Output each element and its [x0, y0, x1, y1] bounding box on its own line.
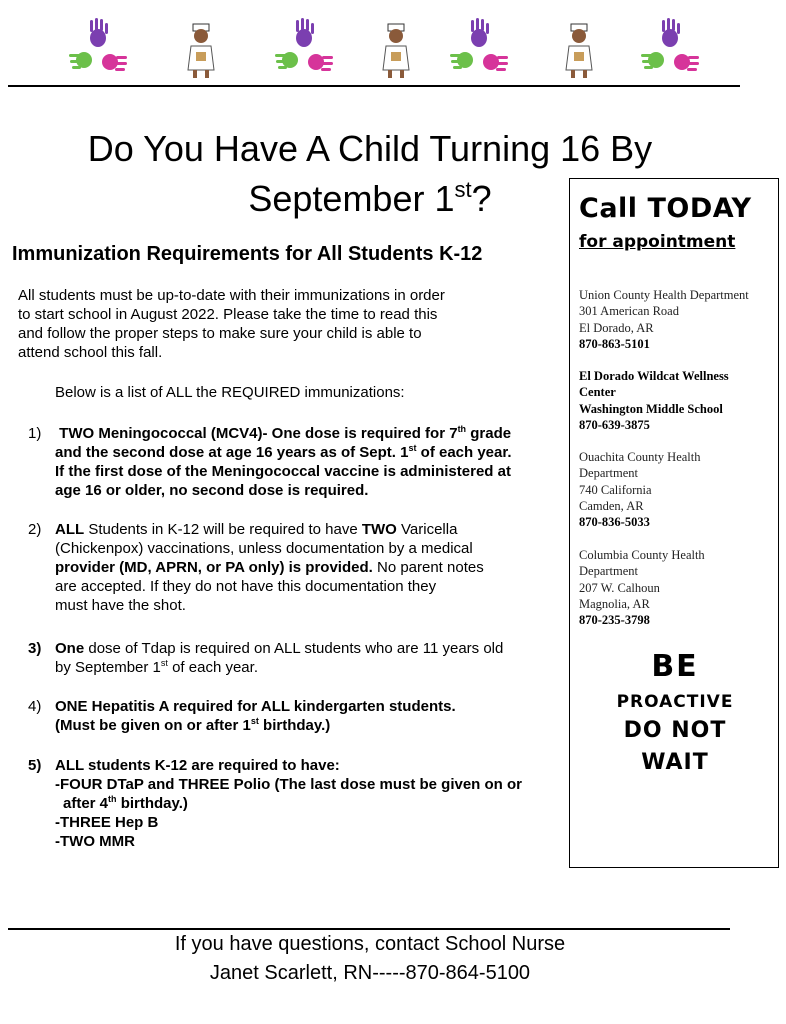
section-heading: Immunization Requirements for All Students K-12 — [12, 243, 483, 265]
nurse-icon — [170, 18, 232, 80]
contact-columbia-county: Columbia County Health Department 207 W. Calhoun Magnolia, AR 870-235-3798 — [579, 548, 705, 628]
list-item: 2) ALL Students in K-12 will be required to have TWO Varicella (Chickenpox) vaccinations, unless documentation by a medical provider (MD, APRN, or PA only) is provided. No parent notes are accepted. If they do not have this documentation they must have the shot. — [28, 521, 484, 614]
contact-sidebar — [569, 178, 779, 868]
hands-icon — [66, 18, 128, 80]
banner — [0, 0, 786, 90]
footer-line-1: If you have questions, contact School Nurse — [174, 933, 566, 955]
be-text: BE — [651, 649, 699, 684]
do-not-text: DO NOT — [623, 718, 727, 743]
hands-icon — [272, 18, 334, 80]
call-today-heading: Call TODAY — [579, 193, 752, 224]
list-item: 3) One dose of Tdap is required on ALL students who are 11 years old by September 1st of each year. — [28, 640, 504, 676]
title-line-1: Do You Have A Child Turning 16 By — [87, 128, 653, 169]
appointment-subheading: for appointment — [579, 232, 736, 252]
title-line-2: September 1st? — [248, 177, 492, 219]
footer-line-2: Janet Scarlett, RN-----870-864-5100 — [209, 962, 531, 984]
list-heading: Below is a list of ALL the REQUIRED immunizations: — [55, 384, 405, 401]
top-divider — [8, 85, 740, 87]
contact-union-county: Union County Health Department 301 American Road El Dorado, AR 870-863-5101 — [579, 288, 749, 351]
nurse-icon — [365, 18, 427, 80]
hands-icon — [447, 18, 509, 80]
footer-contact — [0, 930, 740, 988]
nurse-icon — [548, 18, 610, 80]
contact-wildcat-wellness: El Dorado Wildcat Wellness Center Washington Middle School 870-639-3875 — [579, 369, 729, 432]
intro-paragraph: All students must be up-to-date with their immunizations in order to start school in August 2022. Please take the time to read this and follow the proper steps to make sure your child is able to attend school this fall. — [18, 287, 445, 361]
list-item: 1) TWO Meningococcal (MCV4)- One dose is required for 7th grade and the second dose at age 16 years as of Sept. 1st of each year. If the first dose of the Meningococcal vaccine is administered at age 16 or older, no second dose is required. — [28, 424, 512, 499]
list-item: 5) ALL students K-12 are required to have: -FOUR DTaP and THREE Polio (The last dose must be given on or after 4th birthday.) -THREE Hep B -TWO MMR — [28, 757, 522, 850]
wait-text: WAIT — [641, 750, 709, 775]
contact-ouachita-county: Ouachita County Health Department 740 California Camden, AR 870-836-5033 — [579, 450, 701, 530]
hands-icon — [638, 18, 700, 80]
proactive-text: PROACTIVE — [616, 692, 734, 712]
list-item: 4) ONE Hepatitis A required for ALL kindergarten students. (Must be given on or after 1st birthday.) — [28, 698, 456, 734]
